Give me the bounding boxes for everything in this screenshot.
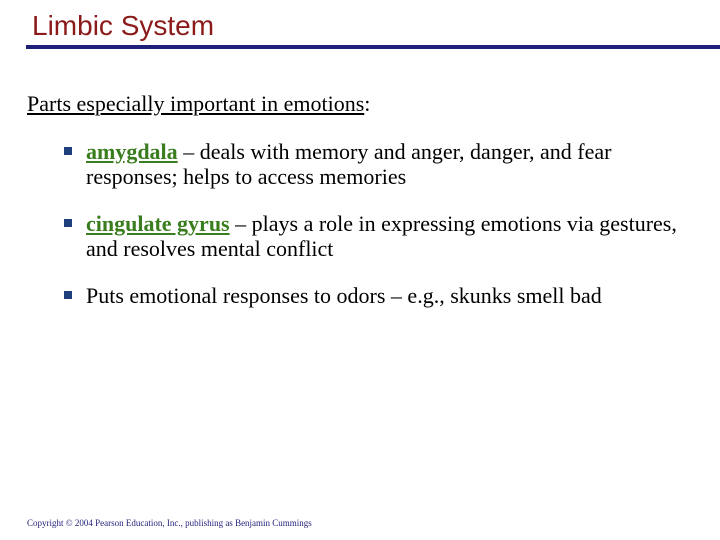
term-cingulate-gyrus: cingulate gyrus [86,211,230,236]
bullet-item-amygdala [62,139,702,189]
intro-text: Parts especially important in emotions [27,91,365,116]
intro-colon: : [364,91,371,116]
copyright-notice: Copyright © 2004 Pearson Education, Inc., publishing as Benjamin Cummings [27,518,312,528]
slide-title: Limbic System [32,10,215,41]
title-underline-rule [26,45,720,49]
bullet-text: – deals with memory and anger, danger, and fear responses; helps to access memories [86,139,612,189]
square-bullet-icon [64,291,72,299]
bullet-text: Puts emotional responses to odors – e.g., skunks smell bad [86,283,602,308]
bullet-item-odors [62,283,702,308]
bullet-list [62,139,702,330]
bullet-item-cingulate-gyrus [62,211,702,261]
intro-line [27,91,370,117]
square-bullet-icon [64,147,72,155]
term-amygdala: amygdala [86,139,178,164]
square-bullet-icon [64,219,72,227]
bullet-text: – plays a role in expressing emotions via gestures, and resolves mental conflict [86,211,677,261]
